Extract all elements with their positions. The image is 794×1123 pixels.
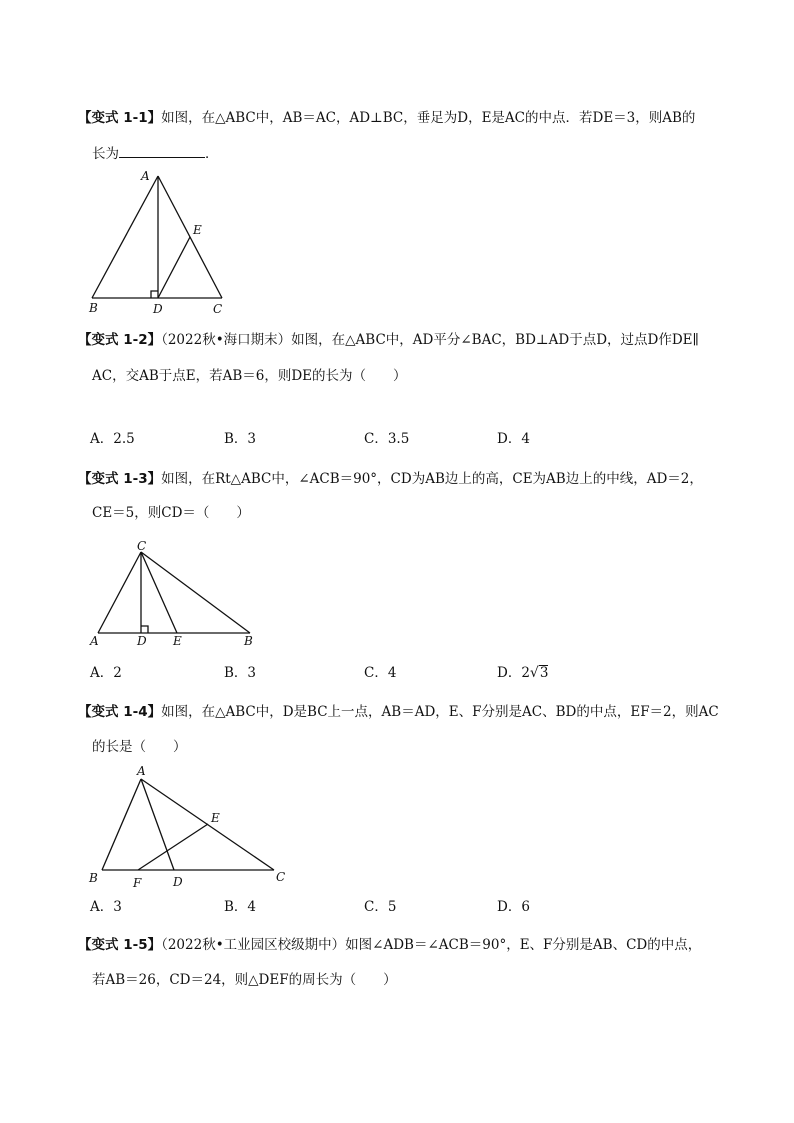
label-d: D [137,634,147,648]
label-c: C [137,539,147,553]
label-d: D [173,875,183,889]
radicand: 3 [539,665,549,681]
label-e: E [193,223,202,237]
segment-ab [102,779,141,870]
problem-text: （2022秋•工业园区校级期中）如图∠ADB＝∠ACB＝90°，E、F分别是AB、CD的中点， [161,937,702,953]
problem-1-5-line2 [92,970,397,990]
option-c[interactable]: C．3.5 [364,431,410,447]
problem-tag: 【变式 1-1】 [78,110,162,126]
problem-text: AC，交AB于点E，若AB＝6，则DE的长为（ ） [92,368,407,384]
option-c[interactable]: C．4 [364,665,397,681]
problem-text: CE＝5，则CD＝（ ） [92,505,250,521]
label-d: D [153,302,163,316]
option-b[interactable]: B．3 [224,665,257,681]
option-b[interactable]: B．3 [224,431,257,447]
label-b: B [89,871,98,885]
label-c: C [276,870,286,884]
option-d[interactable]: D．6 [497,899,530,915]
problem-1-5-line1 [78,935,701,955]
label-a: A [141,169,150,183]
option-d[interactable]: D．4 [497,431,530,447]
option-a[interactable]: A．2 [90,665,122,681]
option-c[interactable]: C．5 [364,899,397,915]
problem-text: 如图，在△ABC中，D是BC上一点，AB＝AD，E、F分别是AC、BD的中点，EF＝2，则AC [161,704,719,720]
option-d-prefix: D．2 [497,665,530,681]
problem-tag: 【变式 1-2】 [78,332,162,348]
label-f: F [133,876,142,890]
option-a[interactable]: A．3 [90,899,122,915]
label-e: E [211,811,220,825]
problem-1-4-options [90,897,690,917]
problem-tag: 【变式 1-3】 [78,471,162,487]
problem-text: 的长是（ ） [92,739,187,755]
problem-text: 如图，在△ABC中，AB＝AC，AD⊥BC，垂足为D，E是AC的中点．若DE＝3，则AB的 [161,110,696,126]
problem-text: 如图，在Rt△ABC中，∠ACB＝90°，CD为AB边上的高，CE为AB边上的中线，AD＝2， [161,471,703,487]
problem-text: （2022秋•海口期末）如图，在△ABC中，AD平分∠BAC，BD⊥AD于点D，过点D作DE∥ [161,332,699,348]
label-b: B [244,634,253,648]
label-a: A [90,634,99,648]
label-a: A [137,764,146,778]
problem-text: 若AB＝26，CD＝24，则△DEF的周长为（ ） [92,972,397,988]
problem-text-end: ． [205,146,219,162]
option-b[interactable]: B．4 [224,899,257,915]
option-a[interactable]: A．2.5 [90,431,135,447]
label-b: B [89,301,98,315]
label-c: C [213,302,223,316]
problem-tag: 【变式 1-5】 [78,937,162,953]
problem-text: 长为 [92,146,119,162]
segment-ad [141,779,174,870]
segment-fe [138,824,208,870]
radical-sign: √ [529,665,539,681]
label-e: E [173,634,182,648]
problem-tag: 【变式 1-4】 [78,704,162,720]
